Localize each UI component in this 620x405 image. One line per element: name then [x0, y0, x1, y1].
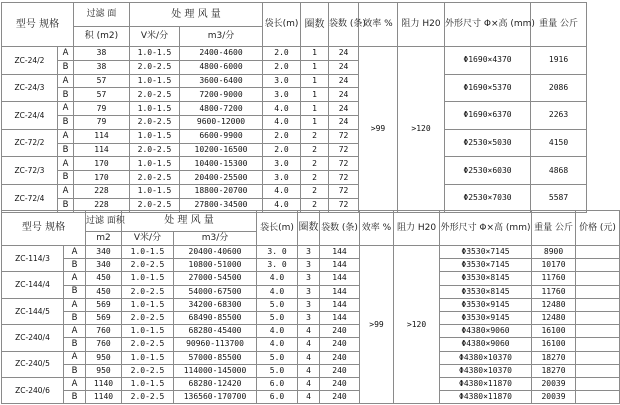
dims-cell: Φ3530×9145 — [440, 311, 532, 324]
volume-cell: 4800-7200 — [180, 102, 263, 116]
bag-length-cell: 4.0 — [257, 285, 298, 298]
variant-cell: A — [64, 272, 86, 285]
price-cell — [576, 364, 620, 377]
speed-cell: 1.0-1.5 — [122, 246, 174, 259]
model-cell: ZC-144/5 — [2, 298, 64, 324]
area-cell: 760 — [86, 338, 122, 351]
variant-cell: B — [58, 143, 74, 157]
table-row — [2, 157, 587, 171]
header-weight: 重量 公斤 — [532, 211, 576, 246]
bags-cell: 144 — [320, 246, 360, 259]
rings-cell: 4 — [298, 377, 320, 390]
dims-cell: Φ3530×7145 — [440, 259, 532, 272]
volume-cell: 68280-12420 — [174, 377, 257, 390]
bag-length-cell: 2.0 — [263, 47, 301, 61]
bag-length-cell: 2.0 — [263, 60, 301, 74]
bags-cell: 144 — [320, 285, 360, 298]
model-cell: ZC-240/5 — [2, 351, 64, 377]
rings-cell: 1 — [301, 60, 329, 74]
volume-cell: 10800-51000 — [174, 259, 257, 272]
bag-length-cell: 6.0 — [257, 377, 298, 390]
header-price: 价格 (元) — [576, 211, 620, 246]
variant-cell: B — [58, 115, 74, 129]
volume-cell: 57000-85500 — [174, 351, 257, 364]
header-airflow: 处 理 风 量 — [122, 211, 257, 232]
header-weight: 重量 公斤 — [531, 3, 587, 47]
speed-cell: 2.0-2.5 — [130, 171, 180, 185]
variant-cell: B — [58, 60, 74, 74]
area-cell: 569 — [86, 311, 122, 324]
bags-cell: 24 — [329, 88, 359, 102]
price-cell — [576, 325, 620, 338]
rings-cell: 3 — [298, 311, 320, 324]
speed-cell: 2.0-2.5 — [130, 88, 180, 102]
bag-length-cell: 3.0 — [263, 74, 301, 88]
area-cell: 1140 — [86, 391, 122, 404]
bag-length-cell: 4.0 — [257, 272, 298, 285]
bag-length-cell: 3. 0 — [257, 246, 298, 259]
table-row — [2, 259, 620, 272]
volume-cell: 54000-67500 — [174, 285, 257, 298]
efficiency-cell: >99 — [360, 246, 394, 404]
volume-cell: 4800-6000 — [180, 60, 263, 74]
volume-cell: 18800-20700 — [180, 184, 263, 198]
resistance-cell: >120 — [394, 246, 440, 404]
price-cell — [576, 377, 620, 390]
volume-cell: 7200-9000 — [180, 88, 263, 102]
model-cell: ZC-24/4 — [2, 102, 58, 130]
weight-cell: 12480 — [532, 311, 576, 324]
speed-cell: 1.0-1.5 — [122, 298, 174, 311]
area-cell: 79 — [74, 115, 130, 129]
bags-cell: 72 — [329, 143, 359, 157]
header-speed: V米/分 — [130, 27, 180, 47]
area-cell: 38 — [74, 60, 130, 74]
bag-length-cell: 6.0 — [257, 391, 298, 404]
speed-cell: 2.0-2.5 — [122, 311, 174, 324]
bag-length-cell: 3.0 — [263, 157, 301, 171]
area-cell: 57 — [74, 74, 130, 88]
model-cell: ZC-72/3 — [2, 157, 58, 185]
header-volume: m3/分 — [174, 232, 257, 246]
rings-cell: 2 — [301, 171, 329, 185]
header-efficiency: 效率 % — [360, 211, 394, 246]
weight-cell: 4868 — [531, 157, 587, 185]
dims-cell: Φ2530×7030 — [445, 184, 531, 212]
dims-cell: Φ3530×9145 — [440, 298, 532, 311]
header-speed: V米/分 — [122, 232, 174, 246]
rings-cell: 3 — [298, 272, 320, 285]
price-cell — [576, 285, 620, 298]
rings-cell: 4 — [298, 351, 320, 364]
model-cell: ZC-240/6 — [2, 377, 64, 403]
variant-cell: A — [64, 246, 86, 259]
volume-cell: 10200-16500 — [180, 143, 263, 157]
variant-cell: A — [64, 298, 86, 311]
bag-length-cell: 4.0 — [257, 338, 298, 351]
bag-length-cell: 4.0 — [263, 102, 301, 116]
area-cell: 450 — [86, 272, 122, 285]
area-cell: 950 — [86, 364, 122, 377]
model-cell: ZC-114/3 — [2, 246, 64, 272]
weight-cell: 5587 — [531, 184, 587, 212]
price-cell — [576, 246, 620, 259]
price-cell — [576, 351, 620, 364]
rings-cell: 3 — [298, 285, 320, 298]
dims-cell: Φ1690×6370 — [445, 102, 531, 130]
rings-cell: 1 — [301, 115, 329, 129]
bags-cell: 144 — [320, 311, 360, 324]
volume-cell: 34200-68300 — [174, 298, 257, 311]
price-cell — [576, 298, 620, 311]
bags-cell: 240 — [320, 338, 360, 351]
dims-cell: Φ4380×9060 — [440, 338, 532, 351]
variant-cell: A — [64, 377, 86, 390]
price-cell — [576, 311, 620, 324]
bag-length-cell: 2.0 — [263, 143, 301, 157]
rings-cell: 1 — [301, 47, 329, 61]
bags-cell: 240 — [320, 325, 360, 338]
header-bag-length: 袋长(m) — [257, 211, 298, 246]
header-efficiency: 效率 % — [359, 3, 398, 47]
speed-cell: 1.0-1.5 — [130, 157, 180, 171]
speed-cell: 2.0-2.5 — [122, 364, 174, 377]
volume-cell: 6600-9900 — [180, 129, 263, 143]
dims-cell: Φ2530×6030 — [445, 157, 531, 185]
table-row — [2, 351, 620, 364]
header-model: 型号 规格 — [2, 3, 74, 47]
rings-cell: 1 — [301, 88, 329, 102]
speed-cell: 2.0-2.5 — [130, 60, 180, 74]
volume-cell: 3600-6400 — [180, 74, 263, 88]
area-cell: 228 — [74, 184, 130, 198]
area-cell: 38 — [74, 47, 130, 61]
table-row — [2, 338, 620, 351]
table-row — [2, 377, 620, 390]
weight-cell: 4150 — [531, 129, 587, 157]
header-area-unit: 积 (m2) — [74, 27, 130, 47]
bags-cell: 240 — [320, 391, 360, 404]
dims-cell: Φ4380×11870 — [440, 391, 532, 404]
weight-cell: 20039 — [532, 391, 576, 404]
area-cell: 114 — [74, 129, 130, 143]
volume-cell: 136560-170700 — [174, 391, 257, 404]
bags-cell: 72 — [329, 198, 359, 212]
bags-cell: 72 — [329, 129, 359, 143]
variant-cell: B — [58, 88, 74, 102]
area-cell: 170 — [74, 171, 130, 185]
volume-cell: 90960-113700 — [174, 338, 257, 351]
weight-cell: 16100 — [532, 325, 576, 338]
bags-cell: 72 — [329, 184, 359, 198]
header-area: 过滤 面积 — [86, 211, 122, 232]
table-row — [2, 246, 620, 259]
model-cell: ZC-72/2 — [2, 129, 58, 157]
header-area: 过滤 面 — [74, 3, 130, 27]
rings-cell: 3 — [298, 298, 320, 311]
header-dims: 外形尺寸 Φ×高 (mm) — [445, 3, 531, 47]
table-row — [2, 285, 620, 298]
header-volume: m3/分 — [180, 27, 263, 47]
speed-cell: 2.0-2.5 — [122, 391, 174, 404]
bags-cell: 24 — [329, 47, 359, 61]
dims-cell: Φ3530×7145 — [440, 246, 532, 259]
area-cell: 228 — [74, 198, 130, 212]
model-cell: ZC-144/4 — [2, 272, 64, 298]
volume-cell: 27000-54500 — [174, 272, 257, 285]
rings-cell: 2 — [301, 157, 329, 171]
variant-cell: A — [64, 351, 86, 364]
variant-cell: A — [58, 47, 74, 61]
dims-cell: Φ2530×5030 — [445, 129, 531, 157]
dims-cell: Φ4380×10370 — [440, 364, 532, 377]
weight-cell: 8900 — [532, 246, 576, 259]
weight-cell: 11760 — [532, 272, 576, 285]
area-cell: 1140 — [86, 377, 122, 390]
speed-cell: 1.0-1.5 — [130, 184, 180, 198]
weight-cell: 2086 — [531, 74, 587, 102]
bag-length-cell: 4.0 — [263, 184, 301, 198]
rings-cell: 4 — [298, 325, 320, 338]
variant-cell: A — [58, 74, 74, 88]
spec-table-lower — [1, 210, 620, 404]
weight-cell: 20039 — [532, 377, 576, 390]
variant-cell: B — [64, 259, 86, 272]
header-dims: 外形尺寸 Φ×高 (mm) — [440, 211, 532, 246]
rings-cell: 4 — [298, 391, 320, 404]
speed-cell: 1.0-1.5 — [130, 129, 180, 143]
area-cell: 569 — [86, 298, 122, 311]
area-cell: 57 — [74, 88, 130, 102]
variant-cell: B — [64, 338, 86, 351]
rings-cell: 1 — [301, 102, 329, 116]
speed-cell: 1.0-1.5 — [122, 272, 174, 285]
model-cell: ZC-24/2 — [2, 47, 58, 75]
header-resistance: 阻力 H20 — [394, 211, 440, 246]
rings-cell: 3 — [298, 246, 320, 259]
efficiency-cell: >99 — [359, 47, 398, 213]
price-cell — [576, 259, 620, 272]
volume-cell: 10400-15300 — [180, 157, 263, 171]
variant-cell: B — [64, 311, 86, 324]
bags-cell: 144 — [320, 272, 360, 285]
spec-table-upper — [1, 2, 587, 213]
bag-length-cell: 5.0 — [257, 364, 298, 377]
speed-cell: 1.0-1.5 — [130, 102, 180, 116]
bag-length-cell: 5.0 — [257, 351, 298, 364]
area-cell: 760 — [86, 325, 122, 338]
volume-cell: 68490-85500 — [174, 311, 257, 324]
variant-cell: B — [58, 171, 74, 185]
speed-cell: 1.0-1.5 — [130, 47, 180, 61]
bag-length-cell: 4.0 — [263, 115, 301, 129]
rings-cell: 4 — [298, 338, 320, 351]
price-cell — [576, 391, 620, 404]
table-row — [2, 272, 620, 285]
bag-length-cell: 5.0 — [257, 311, 298, 324]
speed-cell: 1.0-1.5 — [122, 377, 174, 390]
bags-cell: 240 — [320, 364, 360, 377]
table-row — [2, 184, 587, 198]
volume-cell: 20400-25500 — [180, 171, 263, 185]
bag-length-cell: 4.0 — [257, 325, 298, 338]
bags-cell: 24 — [329, 102, 359, 116]
table-row — [2, 129, 587, 143]
table-row — [2, 298, 620, 311]
volume-cell: 20400-40600 — [174, 246, 257, 259]
rings-cell: 2 — [301, 184, 329, 198]
dims-cell: Φ3530×8145 — [440, 285, 532, 298]
dims-cell: Φ4380×11870 — [440, 377, 532, 390]
table-row — [2, 47, 587, 61]
rings-cell: 2 — [301, 143, 329, 157]
model-cell: ZC-24/3 — [2, 74, 58, 102]
variant-cell: B — [64, 364, 86, 377]
dims-cell: Φ4380×10370 — [440, 351, 532, 364]
weight-cell: 18270 — [532, 364, 576, 377]
header-bags: 袋数 (条) — [329, 3, 359, 47]
variant-cell: B — [64, 391, 86, 404]
bags-cell: 24 — [329, 60, 359, 74]
price-cell — [576, 272, 620, 285]
table-row — [2, 74, 587, 88]
speed-cell: 1.0-1.5 — [122, 351, 174, 364]
weight-cell: 2263 — [531, 102, 587, 130]
bags-cell: 240 — [320, 351, 360, 364]
speed-cell: 2.0-2.5 — [122, 285, 174, 298]
header-rings: 圈数 — [301, 3, 329, 47]
weight-cell: 18270 — [532, 351, 576, 364]
header-airflow: 处 理 风 量 — [130, 3, 263, 27]
speed-cell: 2.0-2.5 — [130, 115, 180, 129]
area-cell: 114 — [74, 143, 130, 157]
speed-cell: 2.0-2.5 — [130, 198, 180, 212]
rings-cell: 3 — [298, 259, 320, 272]
variant-cell: A — [58, 157, 74, 171]
model-cell: ZC-72/4 — [2, 184, 58, 212]
speed-cell: 2.0-2.5 — [130, 143, 180, 157]
area-cell: 79 — [74, 102, 130, 116]
rings-cell: 1 — [301, 74, 329, 88]
variant-cell: A — [58, 184, 74, 198]
area-cell: 340 — [86, 246, 122, 259]
price-cell — [576, 338, 620, 351]
bags-cell: 240 — [320, 377, 360, 390]
variant-cell: A — [64, 325, 86, 338]
speed-cell: 2.0-2.5 — [122, 338, 174, 351]
bag-length-cell: 2.0 — [263, 129, 301, 143]
model-cell: ZC-240/4 — [2, 325, 64, 351]
area-cell: 170 — [74, 157, 130, 171]
header-bags: 袋数 (条) — [320, 211, 360, 246]
header-bag-length: 袋长(m) — [263, 3, 301, 47]
table-row — [2, 364, 620, 377]
rings-cell: 4 — [298, 364, 320, 377]
volume-cell: 9600-12000 — [180, 115, 263, 129]
dims-cell: Φ3530×8145 — [440, 272, 532, 285]
table-row — [2, 102, 587, 116]
bag-length-cell: 5.0 — [257, 298, 298, 311]
resistance-cell: >120 — [398, 47, 445, 213]
variant-cell: B — [64, 285, 86, 298]
volume-cell: 27800-34500 — [180, 198, 263, 212]
speed-cell: 1.0-1.5 — [122, 325, 174, 338]
weight-cell: 1916 — [531, 47, 587, 75]
variant-cell: A — [58, 102, 74, 116]
table-row — [2, 391, 620, 404]
weight-cell: 11760 — [532, 285, 576, 298]
area-cell: 950 — [86, 351, 122, 364]
table-row — [2, 325, 620, 338]
variant-cell: A — [58, 129, 74, 143]
rings-cell: 2 — [301, 198, 329, 212]
table-row — [2, 311, 620, 324]
bag-length-cell: 3. 0 — [257, 259, 298, 272]
dims-cell: Φ4380×9060 — [440, 325, 532, 338]
bag-length-cell: 3.0 — [263, 88, 301, 102]
speed-cell: 2.0-2.5 — [122, 259, 174, 272]
header-rings: 圈数 — [298, 211, 320, 246]
variant-cell: B — [58, 198, 74, 212]
header-area-unit: m2 — [86, 232, 122, 246]
bags-cell: 24 — [329, 74, 359, 88]
bag-length-cell: 3.0 — [263, 171, 301, 185]
bags-cell: 24 — [329, 115, 359, 129]
bag-length-cell: 4.0 — [263, 198, 301, 212]
bags-cell: 72 — [329, 157, 359, 171]
rings-cell: 2 — [301, 129, 329, 143]
bags-cell: 144 — [320, 259, 360, 272]
area-cell: 450 — [86, 285, 122, 298]
weight-cell: 10170 — [532, 259, 576, 272]
weight-cell: 12480 — [532, 298, 576, 311]
volume-cell: 114000-145000 — [174, 364, 257, 377]
dims-cell: Φ1690×5370 — [445, 74, 531, 102]
header-model: 型号 规格 — [2, 211, 86, 246]
volume-cell: 68280-45400 — [174, 325, 257, 338]
bags-cell: 144 — [320, 298, 360, 311]
weight-cell: 16100 — [532, 338, 576, 351]
speed-cell: 1.0-1.5 — [130, 74, 180, 88]
area-cell: 340 — [86, 259, 122, 272]
dims-cell: Φ1690×4370 — [445, 47, 531, 75]
header-resistance: 阻力 H20 — [398, 3, 445, 47]
bags-cell: 72 — [329, 171, 359, 185]
volume-cell: 2400-4600 — [180, 47, 263, 61]
